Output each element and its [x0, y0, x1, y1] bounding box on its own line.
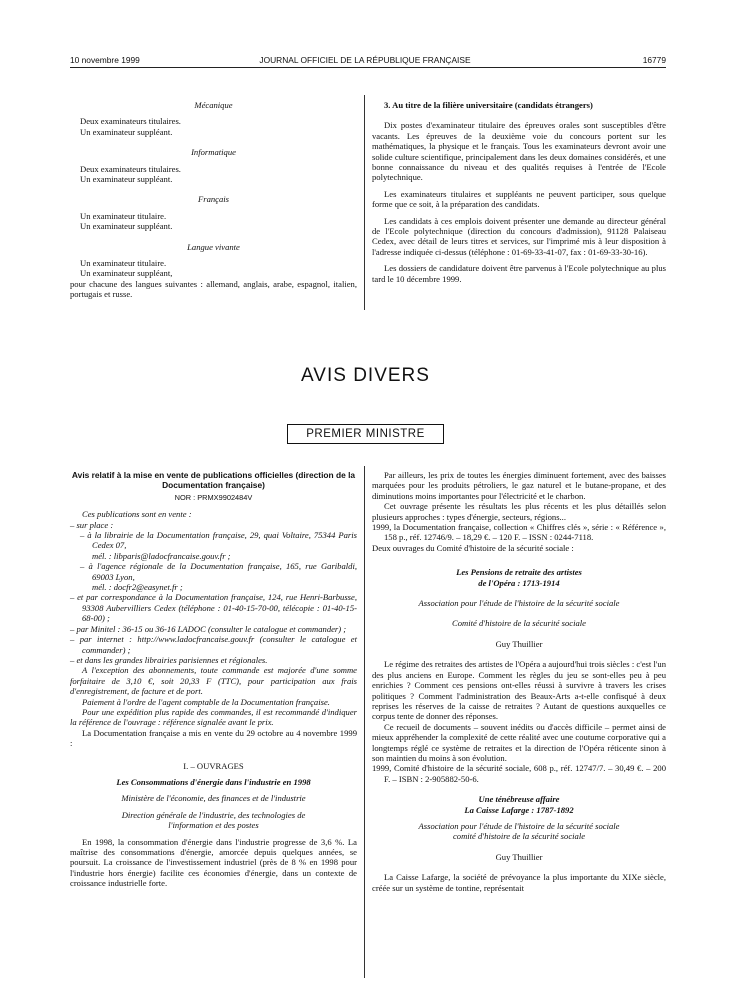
book1-direction: Direction générale de l'industrie, des technologies de l'information et des postes: [121, 809, 306, 831]
book2-reference: 1999, Comité d'histoire de la sécurité sociale, 608 p., réf. 12747/7. – 30,49 €. – 200 F. – ISBN : 2-905882-50-6.: [372, 763, 666, 784]
column-divider: [364, 95, 365, 310]
book3-description: La Caisse Lafarge, la société de prévoyance la plus importante du XIXe siècle, créée sur un système de tontine, représentait: [372, 872, 666, 893]
book2-title-line2: de l'Opéra : 1713-1914: [478, 577, 560, 588]
section-heading-informatique: Informatique: [191, 147, 236, 158]
list-item: Un examinateur titulaire.: [80, 258, 167, 269]
premier-ministre-box: PREMIER MINISTRE: [287, 424, 444, 444]
header-date: 10 novembre 1999: [70, 55, 140, 65]
top-right-column: [372, 100, 666, 284]
book3-author: Guy Thuillier: [495, 851, 543, 862]
sur-place-line: – sur place :: [70, 519, 114, 530]
book1-description: En 1998, la consommation d'énergie dans l'industrie progresse de 3,6 %. La maîtrise des consommations d'énergie, amorcée depuis quelques années, se poursuit. La croissance de l'investissement industriel (près de 8 % en 1998 pour l'industrie hors énergie) facilite ces économies d'énergie, dans un contexte de croissance industrielle forte.: [70, 836, 357, 889]
librairies-line: – et dans les grandes librairies parisiennes et régionales.: [70, 654, 268, 665]
paragraph: Les candidats à ces emplois doivent présenter une demande au directeur général de l'Ecole polytechnique (direction du concours d'admission), 91128 Palaiseau Cedex, avec détail de leurs titres et services, sur l'imprimé mis à leur disposition à l'adresse indiquée ci-dessus (téléphone : 01-69-33-41-07, fax : 01-69-33-30-16).: [372, 215, 666, 257]
paragraph: Dix postes d'examinateur titulaire des épreuves orales sont susceptibles d'être vacants. Les épreuves de la deuxième voie du concours portent sur les mathématiques, la physique et le français. Tous les examinateurs devront avoir une solide culture scientifique, principalement dans les deux domaines considérés, et une bonne connaissance du niveau et des qualités requises à l'entrée de l'Ecole polytechnique.: [372, 120, 666, 183]
librairie-email: mél. : libparis@ladocfrancaise.gouv.fr ;: [92, 550, 231, 561]
book2-association: Association pour l'étude de l'histoire de la sécurité sociale: [418, 598, 620, 609]
list-item: Un examinateur suppléant.: [80, 221, 173, 232]
filiere-universitaire-heading: 3. Au titre de la filière universitaire (candidats étrangers): [384, 100, 593, 110]
internet-line: – par internet : http://www.ladocfrancaise.gouv.fr (consulter le catalogue et commander) ;: [70, 634, 357, 655]
header-page-number: 16779: [642, 55, 666, 65]
correspondance-line: – et par correspondance à la Documentation française, 124, rue Henri-Barbusse, 93308 Aubervilliers Cedex (téléphone : 01-40-15-70-00, télécopie : 01-40-15-68-00) ;: [70, 592, 357, 624]
lower-right-column: [372, 470, 666, 893]
minitel-line: – par Minitel : 36-15 ou 36-16 LADOC (consulter le catalogue et commander) ;: [70, 623, 347, 634]
section-heading-langue-vivante: Langue vivante: [187, 241, 240, 252]
avis-title: Avis relatif à la mise en vente de publications officielles (direction de la Documentation française): [71, 470, 356, 491]
section-ouvrages-heading: I. – OUVRAGES: [183, 760, 244, 771]
header-journal-title: JOURNAL OFFICIEL DE LA RÉPUBLIQUE FRANÇAISE: [259, 55, 471, 65]
deux-ouvrages-line: Deux ouvrages du Comité d'histoire de la sécurité sociale :: [372, 542, 574, 553]
list-item: Un examinateur suppléant.: [80, 126, 173, 137]
book1-reference: 1999, la Documentation française, collection « Chiffres clés », série : « Référence », 158 p., réf. 12746/9. – 18,29 €. – 120 F. – ISSN : 0244-7118.: [372, 522, 666, 543]
book2-author: Guy Thuillier: [495, 638, 543, 649]
book3-title-line1: Une ténébreuse affaire: [478, 794, 560, 805]
header-rule: [70, 67, 666, 68]
top-left-column: [70, 100, 357, 300]
list-item: Un examinateur suppléant.: [80, 174, 173, 185]
list-item: Un examinateur titulaire.: [80, 210, 167, 221]
book2-description-2: Ce recueil de documents – souvent inédits ou d'accès difficile – permet ainsi de mieux appréhender la complexité de cette réalité avec une coutume corporative qui a longtemps réglé ce système de retraites et la direction de l'Opéra réticente sinon à son maintien du moins à son évolution.: [372, 721, 666, 763]
agence-email: mél. : docfr2@easynet.fr ;: [92, 582, 183, 593]
book1-ministry: Ministère de l'économie, des finances et de l'industrie: [121, 793, 306, 804]
paragraph: Les dossiers de candidature doivent être parvenus à l'Ecole polytechnique au plus tard le 10 décembre 1999.: [372, 263, 666, 284]
list-item: Un examinateur suppléant,: [80, 268, 173, 279]
book3-association-line2: comité d'histoire de la sécurité sociale: [452, 831, 586, 842]
list-item: Deux examinateurs titulaires.: [80, 116, 181, 127]
book2-title-line1: Les Pensions de retraite des artistes: [456, 567, 582, 578]
book1-title: Les Consommations d'énergie dans l'industrie en 1998: [116, 776, 311, 787]
lower-left-column: [70, 470, 357, 889]
agence-line: – à l'agence régionale de la Documentation française, 165, rue Garibaldi, 69003 Lyon,: [80, 561, 357, 582]
book3-association-line1: Association pour l'étude de l'histoire de la sécurité sociale: [418, 820, 620, 831]
paragraph: Par ailleurs, les prix de toutes les énergies diminuent fortement, avec des baisses marquées pour les produits pétroliers, le gaz naturel et le butane-propane, et des diminutions moins importantes pour l'électricité et le charbon.: [372, 470, 666, 501]
paragraph: Cet ouvrage présente les résultats les plus récents et les plus détaillés selon plusieurs approches : types d'énergie, secteurs, régions...: [372, 501, 666, 522]
intro-line: Ces publications sont en vente :: [82, 509, 192, 520]
list-item: Deux examinateurs titulaires.: [80, 163, 181, 174]
librairie-line: – à la librairie de la Documentation française, 29, quai Voltaire, 75344 Paris Cedex 07,: [80, 530, 357, 551]
paiement-paragraph: Paiement à l'ordre de l'agent comptable de la Documentation française.: [82, 696, 330, 707]
section-heading-francais: Français: [197, 194, 230, 205]
expedition-paragraph: Pour une expédition plus rapide des commandes, il est recommandé d'indiquer la référence de l'ouvrage : référence signalée avant le prix.: [70, 706, 357, 728]
avis-divers-heading: AVIS DIVERS: [301, 365, 430, 386]
section-heading-mecanique: Mécanique: [194, 100, 233, 110]
languages-note: pour chacune des langues suivantes : allemand, anglais, arabe, espagnol, italien, portugais et russe.: [70, 278, 357, 300]
exception-paragraph: A l'exception des abonnements, toute commande est majorée d'une somme forfaitaire de 3,10 €, soit 20,33 F (TTC), pour participation aux frais d'enregistrement, de facture et de port.: [70, 665, 357, 697]
book2-description: Le régime des retraites des artistes de l'Opéra a aujourd'hui trois siècles : c'est l'un des plus anciens en Europe. Comment les règles du jeu se sont-elles peu à peu enrichies ? Comment ces pensions ont-elles réussi à survivre à travers les crises politiques ? Comment l'administration des Beaux-Arts a-t-elle confisqué à deux reprises les réserves de la caisse de retraites ? Autant de questions auxquelles ce corpus tente de donner des réponses.: [372, 659, 666, 722]
mise-en-vente-paragraph: La Documentation française a mis en vente du 29 octobre au 4 novembre 1999 :: [70, 727, 357, 749]
column-divider: [364, 466, 365, 978]
book3-title-line2: La Caisse Lafarge : 1787-1892: [464, 804, 574, 815]
paragraph: Les examinateurs titulaires et suppléants ne peuvent participer, sous quelque forme que ce soit, à la préparation des candidats.: [372, 188, 666, 210]
book2-comite: Comité d'histoire de la sécurité sociale: [452, 618, 586, 629]
nor-reference: NOR : PRMX9902484V: [174, 492, 253, 502]
